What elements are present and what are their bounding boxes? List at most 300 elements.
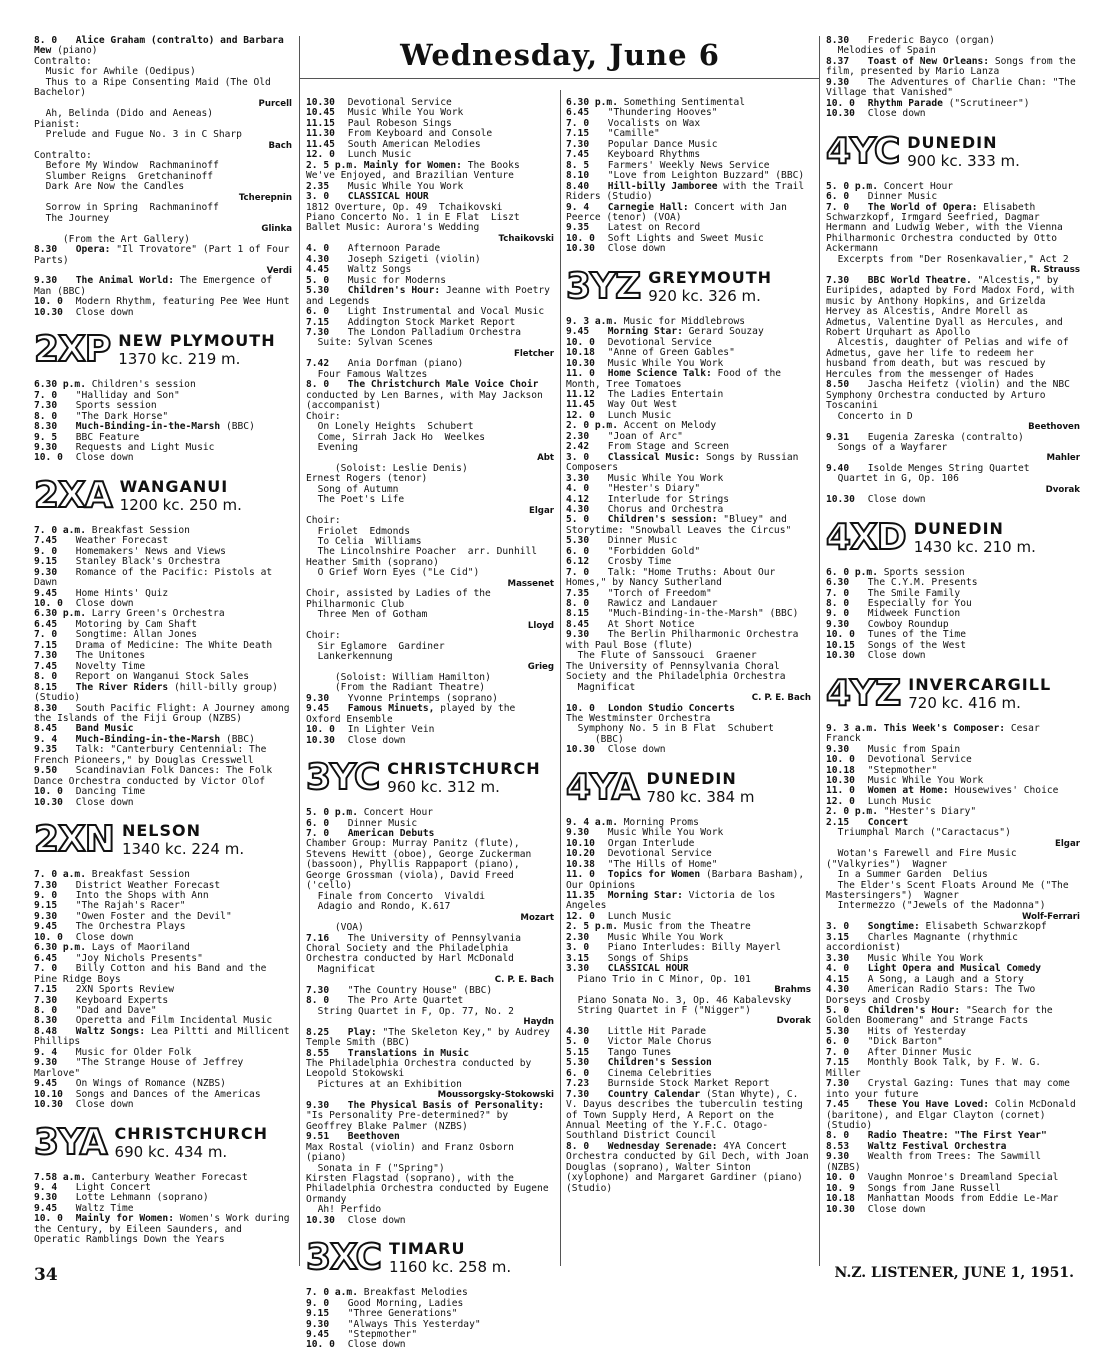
programme-entry bbox=[566, 745, 811, 755]
entry-time: 11.35 bbox=[566, 890, 595, 901]
entry-time: 7. 0 bbox=[566, 117, 590, 129]
station-frequency: 920 kc. 326 m. bbox=[648, 286, 761, 305]
entry-composer: Glinka bbox=[261, 224, 292, 235]
entry-composer: R. Strauss bbox=[1030, 265, 1080, 276]
entry-time: 10.30 bbox=[566, 357, 595, 369]
entry-composer: Dvorak bbox=[776, 1016, 811, 1027]
entry-title: Carnegie Hall: bbox=[607, 201, 689, 213]
entry-time: 8. 0 bbox=[306, 995, 330, 1007]
station-frequency: 1160 kc. 258 m. bbox=[388, 1258, 512, 1277]
entry-text: After Dinner Music bbox=[867, 1046, 972, 1058]
entry-text: BBC Feature bbox=[75, 431, 140, 443]
entry-text: (BBC) bbox=[220, 733, 255, 745]
entry-text: Devotional Service bbox=[607, 336, 712, 348]
entry-composer: Moussorgsky-Stokowski bbox=[437, 1090, 554, 1101]
entry-title: Hill-billy Jamboree bbox=[607, 180, 718, 192]
entry-text: Cinema Celebrities bbox=[607, 1067, 712, 1079]
station-heading bbox=[826, 132, 1080, 172]
entry-text: "Always This Yesterday" bbox=[347, 1318, 481, 1330]
entry-time: 9.45 bbox=[566, 326, 590, 338]
entry-text: Close down bbox=[867, 108, 926, 120]
programme-entry bbox=[826, 109, 1080, 119]
entry-time: 9.45 bbox=[34, 1078, 58, 1090]
entry-time: 7.45 bbox=[34, 535, 58, 547]
entry-text: South American Melodies bbox=[347, 138, 481, 150]
entry-time: 11.30 bbox=[306, 128, 335, 140]
entry-title: American Debuts bbox=[347, 828, 435, 839]
entry-time: 9.15 bbox=[34, 900, 58, 912]
station-heading bbox=[826, 674, 1080, 714]
entry-time: 10. 0 bbox=[34, 786, 63, 798]
entry-text: Keyboard Rhythms bbox=[607, 149, 701, 161]
entry-time: 9.30 bbox=[34, 910, 58, 922]
entry-text: The Orchestra Plays bbox=[75, 921, 186, 933]
station-frequency: 1340 kc. 224 m. bbox=[121, 840, 245, 859]
entry-title: Morning Star: bbox=[607, 890, 683, 901]
entry-text: Midweek Function bbox=[867, 608, 961, 620]
entry-time: 9.30 bbox=[306, 1099, 330, 1111]
entry-text: Choir, assisted by Ladies of the Philharmonic Club Three Men of Gotham bbox=[306, 588, 491, 621]
entry-text: "Torch of Freedom" bbox=[607, 587, 712, 599]
entry-text: "Dick Barton" bbox=[867, 1036, 943, 1048]
entry-composer: Verdi bbox=[266, 265, 292, 276]
entry-text: Food of the Month, Tree Tomatoes bbox=[566, 368, 787, 390]
entry-time: 9.30 bbox=[34, 1057, 58, 1069]
title-rule bbox=[300, 78, 820, 79]
entry-time: 3. 0 bbox=[826, 921, 850, 933]
entry-time: 9.45 bbox=[34, 1202, 58, 1214]
entry-text: (BBC) bbox=[220, 421, 255, 433]
entry-text: Frederic Bayco (organ) Melodies of Spain bbox=[837, 35, 995, 57]
entry-composer: Haydn bbox=[523, 1017, 554, 1028]
entry-time: 9.30 bbox=[566, 827, 590, 839]
entry-time: 2.30 bbox=[566, 430, 590, 442]
column-4 bbox=[826, 36, 1080, 1215]
entry-text: conducted by Len Barnes, with May Jackson (accompanist) bbox=[306, 379, 549, 412]
entry-text: Vocalists on Wax bbox=[607, 117, 701, 129]
entry-time: 10. 0 bbox=[34, 598, 63, 610]
entry-time: 7.42 bbox=[306, 358, 330, 370]
entry-text: Songs by Russian Composers bbox=[566, 451, 805, 474]
entry-text: Talk: "Canterbury Centennial: The French Pioneers," by Douglas Cresswell bbox=[34, 744, 273, 766]
entry-time: 7. 0 bbox=[566, 566, 590, 578]
entry-text: Music for Moderns bbox=[347, 274, 446, 286]
entry-text: Music While You Work bbox=[347, 107, 464, 119]
station-callsign: 4YZ bbox=[826, 672, 901, 714]
programme-entry bbox=[34, 745, 292, 766]
entry-title: Morning Star: bbox=[607, 326, 683, 338]
programme-entry bbox=[306, 1340, 554, 1350]
entry-time: 9.30 bbox=[34, 441, 58, 453]
station-heading bbox=[566, 768, 811, 808]
entry-text: Rawicz and Landauer bbox=[607, 598, 718, 610]
entry-time: 2.15 bbox=[826, 816, 850, 828]
entry-text: Charles Magnante (rhythmic accordionist) bbox=[826, 931, 1024, 954]
entry-time: 10. 0 bbox=[826, 754, 855, 766]
entry-text: Report on Wanganui Stock Sales bbox=[75, 671, 250, 683]
entry-time: 11.12 bbox=[566, 388, 595, 400]
entry-text: Monthly Book Talk, by F. W. G. Miller bbox=[826, 1057, 1047, 1079]
entry-text: "Dad and Dave" bbox=[75, 1004, 157, 1016]
entry-text: Talk: "Home Truths: About Our Homes," by Nancy Sutherland bbox=[566, 566, 782, 589]
entry-time: 3.30 bbox=[566, 472, 590, 484]
entry-text: Something Sentimental bbox=[623, 97, 746, 108]
entry-time: 8. 0 bbox=[34, 1004, 58, 1016]
station-callsign: 3YC bbox=[306, 757, 380, 799]
page-number: 34 bbox=[34, 1265, 58, 1285]
entry-time: 10. 0 bbox=[34, 1213, 63, 1225]
entry-time: 9.30 bbox=[826, 743, 850, 755]
entry-title: Topics for Women bbox=[607, 869, 701, 881]
entry-text: District Weather Forecast bbox=[75, 879, 221, 891]
programme-entry bbox=[826, 985, 1080, 1006]
programme-entry bbox=[34, 964, 292, 985]
entry-text: Close down bbox=[867, 1203, 926, 1215]
entry-title: Translations in Music bbox=[347, 1047, 470, 1059]
entry-title: The River Riders bbox=[75, 681, 169, 693]
programme-entry bbox=[34, 702, 296, 725]
entry-text: Close down bbox=[75, 306, 134, 318]
entry-time: 9.45 bbox=[34, 921, 58, 933]
entry-time: 7.30 bbox=[826, 274, 850, 286]
entry-title: Wednesday Serenade: bbox=[607, 1140, 718, 1152]
entry-text: Farmers' Weekly News Service bbox=[607, 159, 770, 171]
entry-composer: Mahler bbox=[1046, 453, 1080, 464]
entry-time: 10.45 bbox=[306, 107, 335, 119]
entry-text: The C.Y.M. Presents bbox=[867, 577, 978, 589]
entry-time: 11. 0 bbox=[826, 785, 855, 797]
entry-text: Choir: Sir Eglamore Gardiner Lankerkennung bbox=[306, 630, 445, 663]
entry-time: 7.30 bbox=[34, 400, 58, 412]
programme-entry bbox=[34, 276, 292, 297]
entry-text: Chamber Group: Murray Panitz (flute), Stevens Hewitt (oboe), George Zuckerman (bassoon), Phyllis Rappaport (piano), George Grossman (viola), David Freed ('cello) Finale from Concerto Vivaldi Adagio and Rondo, K.617 bbox=[306, 838, 532, 913]
entry-time: 9.35 bbox=[34, 744, 58, 756]
entry-time: 6. 0 p.m. bbox=[826, 566, 878, 578]
entry-time: 7.15 bbox=[306, 316, 330, 328]
entry-text: Colin McDonald (baritone), and Elgar Clayton (cornet) (Studio) bbox=[826, 1099, 1082, 1131]
entry-text: Songs from the film, presented by Mario Lanza bbox=[826, 55, 1082, 78]
entry-text: "Anne of Green Gables" bbox=[607, 347, 735, 359]
entry-time: 10.30 bbox=[826, 775, 855, 787]
entry-text: (piano) bbox=[51, 45, 98, 57]
entry-text: Music While You Work bbox=[867, 952, 984, 964]
entry-time: 4. 0 bbox=[566, 483, 590, 495]
entry-text: Lunch Music bbox=[607, 910, 672, 922]
entry-time: 10.30 bbox=[34, 796, 63, 808]
entry-title: Alice Graham (contralto) and Barbara Mew bbox=[34, 35, 290, 57]
entry-time: 10.30 bbox=[306, 734, 335, 746]
station-callsign: 4XD bbox=[826, 516, 906, 558]
column-divider bbox=[560, 90, 561, 1266]
entry-text: Lunch Music bbox=[867, 795, 932, 807]
programme-entry bbox=[34, 244, 296, 276]
entry-time: 7.30 bbox=[34, 994, 58, 1006]
entry-time: 8.40 bbox=[566, 180, 590, 192]
entry-title: CLASSICAL HOUR bbox=[347, 191, 429, 203]
entry-time: 6.45 bbox=[34, 952, 58, 964]
station-heading bbox=[306, 1238, 554, 1278]
entry-text: Larry Green's Orchestra bbox=[91, 608, 225, 620]
station-callsign: 4YC bbox=[826, 130, 900, 172]
entry-time: 7.45 bbox=[566, 149, 590, 161]
entry-time: 10.30 bbox=[826, 494, 855, 506]
entry-time: 2. 5 p.m. bbox=[306, 159, 358, 171]
entry-time: 4.15 bbox=[826, 973, 850, 985]
station-frequency: 1200 kc. 250 m. bbox=[119, 495, 242, 514]
column-divider bbox=[299, 36, 300, 1266]
station-heading bbox=[826, 518, 1080, 558]
entry-time: 9.51 bbox=[306, 1131, 330, 1143]
entry-title: Children's Session bbox=[607, 1057, 712, 1069]
entry-text: Piano Sonata No. 3, Op. 46 Kabalevsky String Quartet in F ("Nigger") bbox=[577, 994, 792, 1016]
programme-entry bbox=[566, 515, 811, 536]
entry-time: 10. 0 bbox=[826, 97, 855, 109]
entry-title: Women at Home: bbox=[867, 785, 949, 797]
entry-text: Piano Trio in C Minor, Op. 101 bbox=[577, 973, 751, 985]
entry-text: Elisabeth Schwarzkopf bbox=[919, 921, 1047, 933]
entry-time: 8.30 bbox=[34, 1015, 58, 1027]
entry-composer: Fletcher bbox=[513, 348, 554, 359]
entry-time: 10. 0 bbox=[34, 296, 63, 308]
entry-time: 2.30 bbox=[566, 931, 590, 943]
entry-text: (VOA) bbox=[306, 922, 364, 934]
entry-text: "Owen Foster and the Devil" bbox=[75, 910, 232, 922]
entry-text: Weather Forecast bbox=[75, 535, 169, 547]
station-frequency: 900 kc. 333 m. bbox=[907, 151, 1020, 170]
station-heading bbox=[306, 758, 554, 798]
programme-entry bbox=[826, 1079, 1080, 1100]
station-heading bbox=[566, 267, 811, 307]
programme-entry bbox=[306, 359, 554, 380]
programme-entry bbox=[306, 412, 554, 464]
entry-time: 9.50 bbox=[34, 765, 58, 777]
entry-text: "Much-Binding-in-the-Marsh" (BBC) bbox=[607, 608, 799, 620]
programme-entry bbox=[34, 568, 292, 589]
programme-entry bbox=[306, 808, 554, 818]
column-1 bbox=[34, 35, 296, 1246]
station-city: DUNEDIN bbox=[646, 768, 737, 788]
entry-text: 4YA Concert Orchestra conducted by Gil Dech, with Joan Douglas (soprano), Walter Sinton (xylophone) and Margaret Gardiner (piano) (Studio) bbox=[566, 1140, 815, 1194]
entry-text: Homemakers' News and Views bbox=[75, 545, 226, 557]
entry-time: 9. 3 a.m. bbox=[826, 722, 878, 734]
programme-entry bbox=[566, 568, 811, 589]
entry-text: Close down bbox=[607, 744, 666, 756]
entry-text: "Stepmother" bbox=[347, 1329, 418, 1341]
entry-text: Eugenia Zareska (contralto) Songs of a Wayfarer bbox=[837, 431, 1024, 453]
entry-text: Addington Stock Market Report bbox=[347, 316, 516, 328]
entry-time: 7.30 bbox=[826, 1078, 850, 1090]
station-heading bbox=[34, 330, 292, 370]
entry-time: 8.10 bbox=[566, 170, 590, 182]
entry-time: 4. 0 bbox=[826, 963, 850, 975]
entry-text: Sorrow in Spring Rachmaninoff The Journey bbox=[45, 202, 219, 224]
entry-time: 11. 0 bbox=[566, 869, 595, 881]
programme-entry bbox=[826, 36, 1080, 57]
entry-composer: Lloyd bbox=[527, 620, 554, 631]
entry-time: 7. 0 a.m. bbox=[306, 1287, 358, 1299]
entry-time: 6. 0 bbox=[826, 191, 850, 203]
entry-time: 8.25 bbox=[306, 1026, 330, 1038]
entry-time: 10.38 bbox=[566, 858, 595, 870]
entry-text: Breakfast Session bbox=[91, 869, 190, 881]
programme-entry bbox=[826, 464, 1080, 495]
programme-entry bbox=[306, 736, 554, 746]
entry-text: Popular Dance Music bbox=[607, 138, 718, 150]
entry-title: Children's Hour: bbox=[347, 285, 441, 297]
entry-time: 10.30 bbox=[826, 1203, 855, 1215]
entry-time: 9. 4 bbox=[34, 1046, 58, 1058]
entry-text: "Halliday and Son" bbox=[75, 389, 180, 401]
entry-text: Music While You Work bbox=[607, 472, 724, 484]
entry-title: CLASSICAL HOUR bbox=[607, 963, 689, 975]
entry-time: 6. 0 bbox=[306, 306, 330, 318]
station-callsign: 2XA bbox=[34, 474, 112, 516]
column-3 bbox=[566, 97, 815, 1194]
entry-time: 5. 0 bbox=[826, 1004, 850, 1016]
programme-entry bbox=[826, 57, 1080, 78]
entry-time: 7.45 bbox=[34, 660, 58, 672]
entry-time: 8. 0 bbox=[826, 598, 850, 610]
entry-time: 10. 0 bbox=[34, 452, 63, 464]
entry-time: 3. 0 bbox=[306, 191, 330, 203]
entry-composer: C. P. E. Bach bbox=[751, 693, 811, 704]
entry-time: 7.15 bbox=[826, 1057, 850, 1069]
entry-text: On Wings of Romance (NZBS) bbox=[75, 1078, 226, 1090]
entry-text: Home Hints' Quiz bbox=[75, 587, 169, 599]
entry-text: The Books We've Enjoyed, and Brazilian Venture bbox=[306, 159, 526, 182]
entry-time: 2. 0 p.m. bbox=[826, 806, 878, 818]
entry-time: 5.30 bbox=[306, 285, 330, 297]
entry-text: Songs of Ships bbox=[607, 952, 689, 964]
entry-title: Beethoven bbox=[347, 1131, 400, 1143]
entry-time: 10. 0 bbox=[566, 336, 595, 348]
entry-time: 7. 0 bbox=[826, 587, 850, 599]
entry-text: Children's session bbox=[91, 379, 196, 391]
entry-text: Latest on Record bbox=[607, 222, 701, 234]
entry-time: 7. 0 bbox=[34, 963, 58, 975]
entry-title: Much-Binding-in-the-Marsh bbox=[75, 421, 221, 433]
programme-entry bbox=[306, 161, 554, 182]
entry-text: Songs and Dances of the Americas bbox=[75, 1088, 261, 1100]
entry-composer: Bach bbox=[268, 140, 292, 151]
entry-text: Ah, Belinda (Dido and Aeneas) Pianist: Prelude and Fugue No. 3 in C Sharp bbox=[34, 108, 242, 141]
entry-text: Waltz Songs bbox=[347, 264, 412, 276]
entry-text: Modern Rhythm, featuring Pee Wee Hunt bbox=[75, 296, 290, 308]
programme-entry bbox=[826, 1058, 1080, 1079]
entry-time: 12. 0 bbox=[566, 409, 595, 421]
programme-entry bbox=[826, 1152, 1080, 1173]
entry-time: 7.16 bbox=[306, 932, 330, 944]
entry-text: The Westminster Orchestra Symphony No. 5 in B Flat Schubert (BBC) bbox=[566, 713, 774, 745]
entry-text: Dinner Music bbox=[347, 817, 418, 829]
entry-time: 8.55 bbox=[306, 1047, 330, 1059]
entry-composer: Purcell bbox=[258, 98, 292, 109]
entry-text: Gerard Souzay bbox=[682, 326, 764, 338]
programme-entry bbox=[566, 964, 811, 995]
station-city: WANGANUI bbox=[119, 476, 229, 496]
entry-text: Housewives' Choice bbox=[948, 785, 1059, 797]
programme-entry bbox=[826, 755, 1080, 765]
entry-text: Women's Work during the Century, by Eileen Saunders, and Operatic Ramblings Down the Years bbox=[34, 1213, 296, 1246]
entry-text: Lunch Music bbox=[347, 149, 412, 161]
entry-title: This Week's Composer: bbox=[883, 722, 1006, 734]
entry-text: Lays of Maoriland bbox=[91, 942, 190, 954]
programme-entry bbox=[34, 1025, 296, 1048]
entry-time: 8.30 bbox=[34, 421, 58, 433]
station-city: GREYMOUTH bbox=[648, 267, 773, 287]
entry-text: Novelty Time bbox=[75, 660, 146, 672]
entry-text: Dinner Music bbox=[867, 191, 938, 203]
entry-time: 7.58 a.m. bbox=[34, 1171, 86, 1183]
entry-text: The Unitones bbox=[75, 650, 146, 662]
programme-entry bbox=[34, 203, 292, 234]
entry-text: Stanley Black's Orchestra bbox=[75, 556, 221, 568]
entry-time: 7.30 bbox=[34, 650, 58, 662]
entry-text: Morning Proms bbox=[623, 816, 699, 828]
programme-entry bbox=[306, 464, 554, 516]
entry-title: Famous Minuets, bbox=[347, 703, 435, 715]
entry-time: 8.45 bbox=[34, 723, 58, 735]
entry-time: 6. 0 bbox=[826, 1036, 850, 1048]
station-city: NELSON bbox=[121, 821, 201, 841]
programme-entry bbox=[826, 78, 1080, 99]
entry-text: played by the Oxford Ensemble bbox=[306, 703, 522, 725]
entry-text: Concert with Jan Peerce (tenor) (VOA) bbox=[566, 201, 793, 223]
entry-text: Light Instrumental and Vocal Music bbox=[347, 306, 545, 318]
entry-time: 5. 0 bbox=[566, 514, 590, 526]
entry-title: These You Have Loved: bbox=[867, 1099, 990, 1111]
entry-text: "Stepmother" bbox=[867, 764, 938, 776]
entry-text: Romance of the Pacific: Pistols at Dawn bbox=[34, 566, 278, 589]
entry-time: 9.15 bbox=[34, 556, 58, 568]
station-frequency: 1370 kc. 219 m. bbox=[118, 350, 241, 369]
entry-text: Close down bbox=[347, 1339, 406, 1351]
entry-composer: Mozart bbox=[520, 912, 554, 923]
entry-text: "Alcestis," by Euripides, adapted by Ford Madox Ford, with music by Anthony Hopkins, and Grizelda Hervey as Alcestis, Andre Morell as Admetus, Valentine Dyall as Hercules, and Robert Urquhart as Apollo Alcestis, daughter of Pelias and wife of Admetus, gave her life to redeem her husband from death, but was rescued by Hercules from the messenger of Hades bbox=[826, 274, 1075, 380]
entry-text: Close down bbox=[347, 1214, 406, 1226]
entry-text: "Hester's Diary" bbox=[607, 483, 701, 495]
programme-entry bbox=[826, 203, 1080, 276]
entry-time: 10.30 bbox=[306, 97, 335, 108]
entry-time: 8. 5 bbox=[566, 159, 590, 171]
entry-text: Choir: On Lonely Heights Schubert Come, Sirrah Jack Ho Weelkes Evening bbox=[306, 410, 486, 453]
entry-text: Jeanne with Poetry and Legends bbox=[306, 285, 556, 307]
station-callsign: 3YZ bbox=[566, 265, 641, 307]
station-frequency: 720 kc. 416 m. bbox=[908, 693, 1021, 712]
entry-time: 3.15 bbox=[566, 952, 590, 964]
entry-time: 5.15 bbox=[566, 1046, 590, 1058]
entry-text: Way Out West bbox=[607, 399, 678, 411]
entry-time: 10.18 bbox=[826, 1193, 855, 1205]
station-callsign: 2XP bbox=[34, 329, 111, 371]
programme-entry bbox=[306, 286, 554, 307]
entry-title: The World of Opera: bbox=[867, 201, 978, 213]
entry-time: 8. 0 bbox=[566, 1140, 590, 1152]
entry-text: Lunch Music bbox=[607, 409, 672, 421]
entry-title: The Animal World: bbox=[75, 275, 174, 287]
station-city: TIMARU bbox=[388, 1239, 466, 1259]
entry-text: Devotional Service bbox=[607, 848, 712, 860]
programme-entry bbox=[566, 1090, 811, 1142]
entry-time: 6. 0 bbox=[566, 1067, 590, 1079]
entry-time: 7. 0 a.m. bbox=[34, 869, 86, 881]
programme-entry bbox=[34, 422, 292, 432]
entry-text: Piano Interludes: Billy Mayerl bbox=[607, 942, 782, 954]
entry-time: 10.10 bbox=[566, 837, 595, 849]
entry-time: 10.30 bbox=[306, 1214, 335, 1226]
programme-entry bbox=[566, 369, 811, 390]
entry-text: Close down bbox=[75, 598, 134, 610]
